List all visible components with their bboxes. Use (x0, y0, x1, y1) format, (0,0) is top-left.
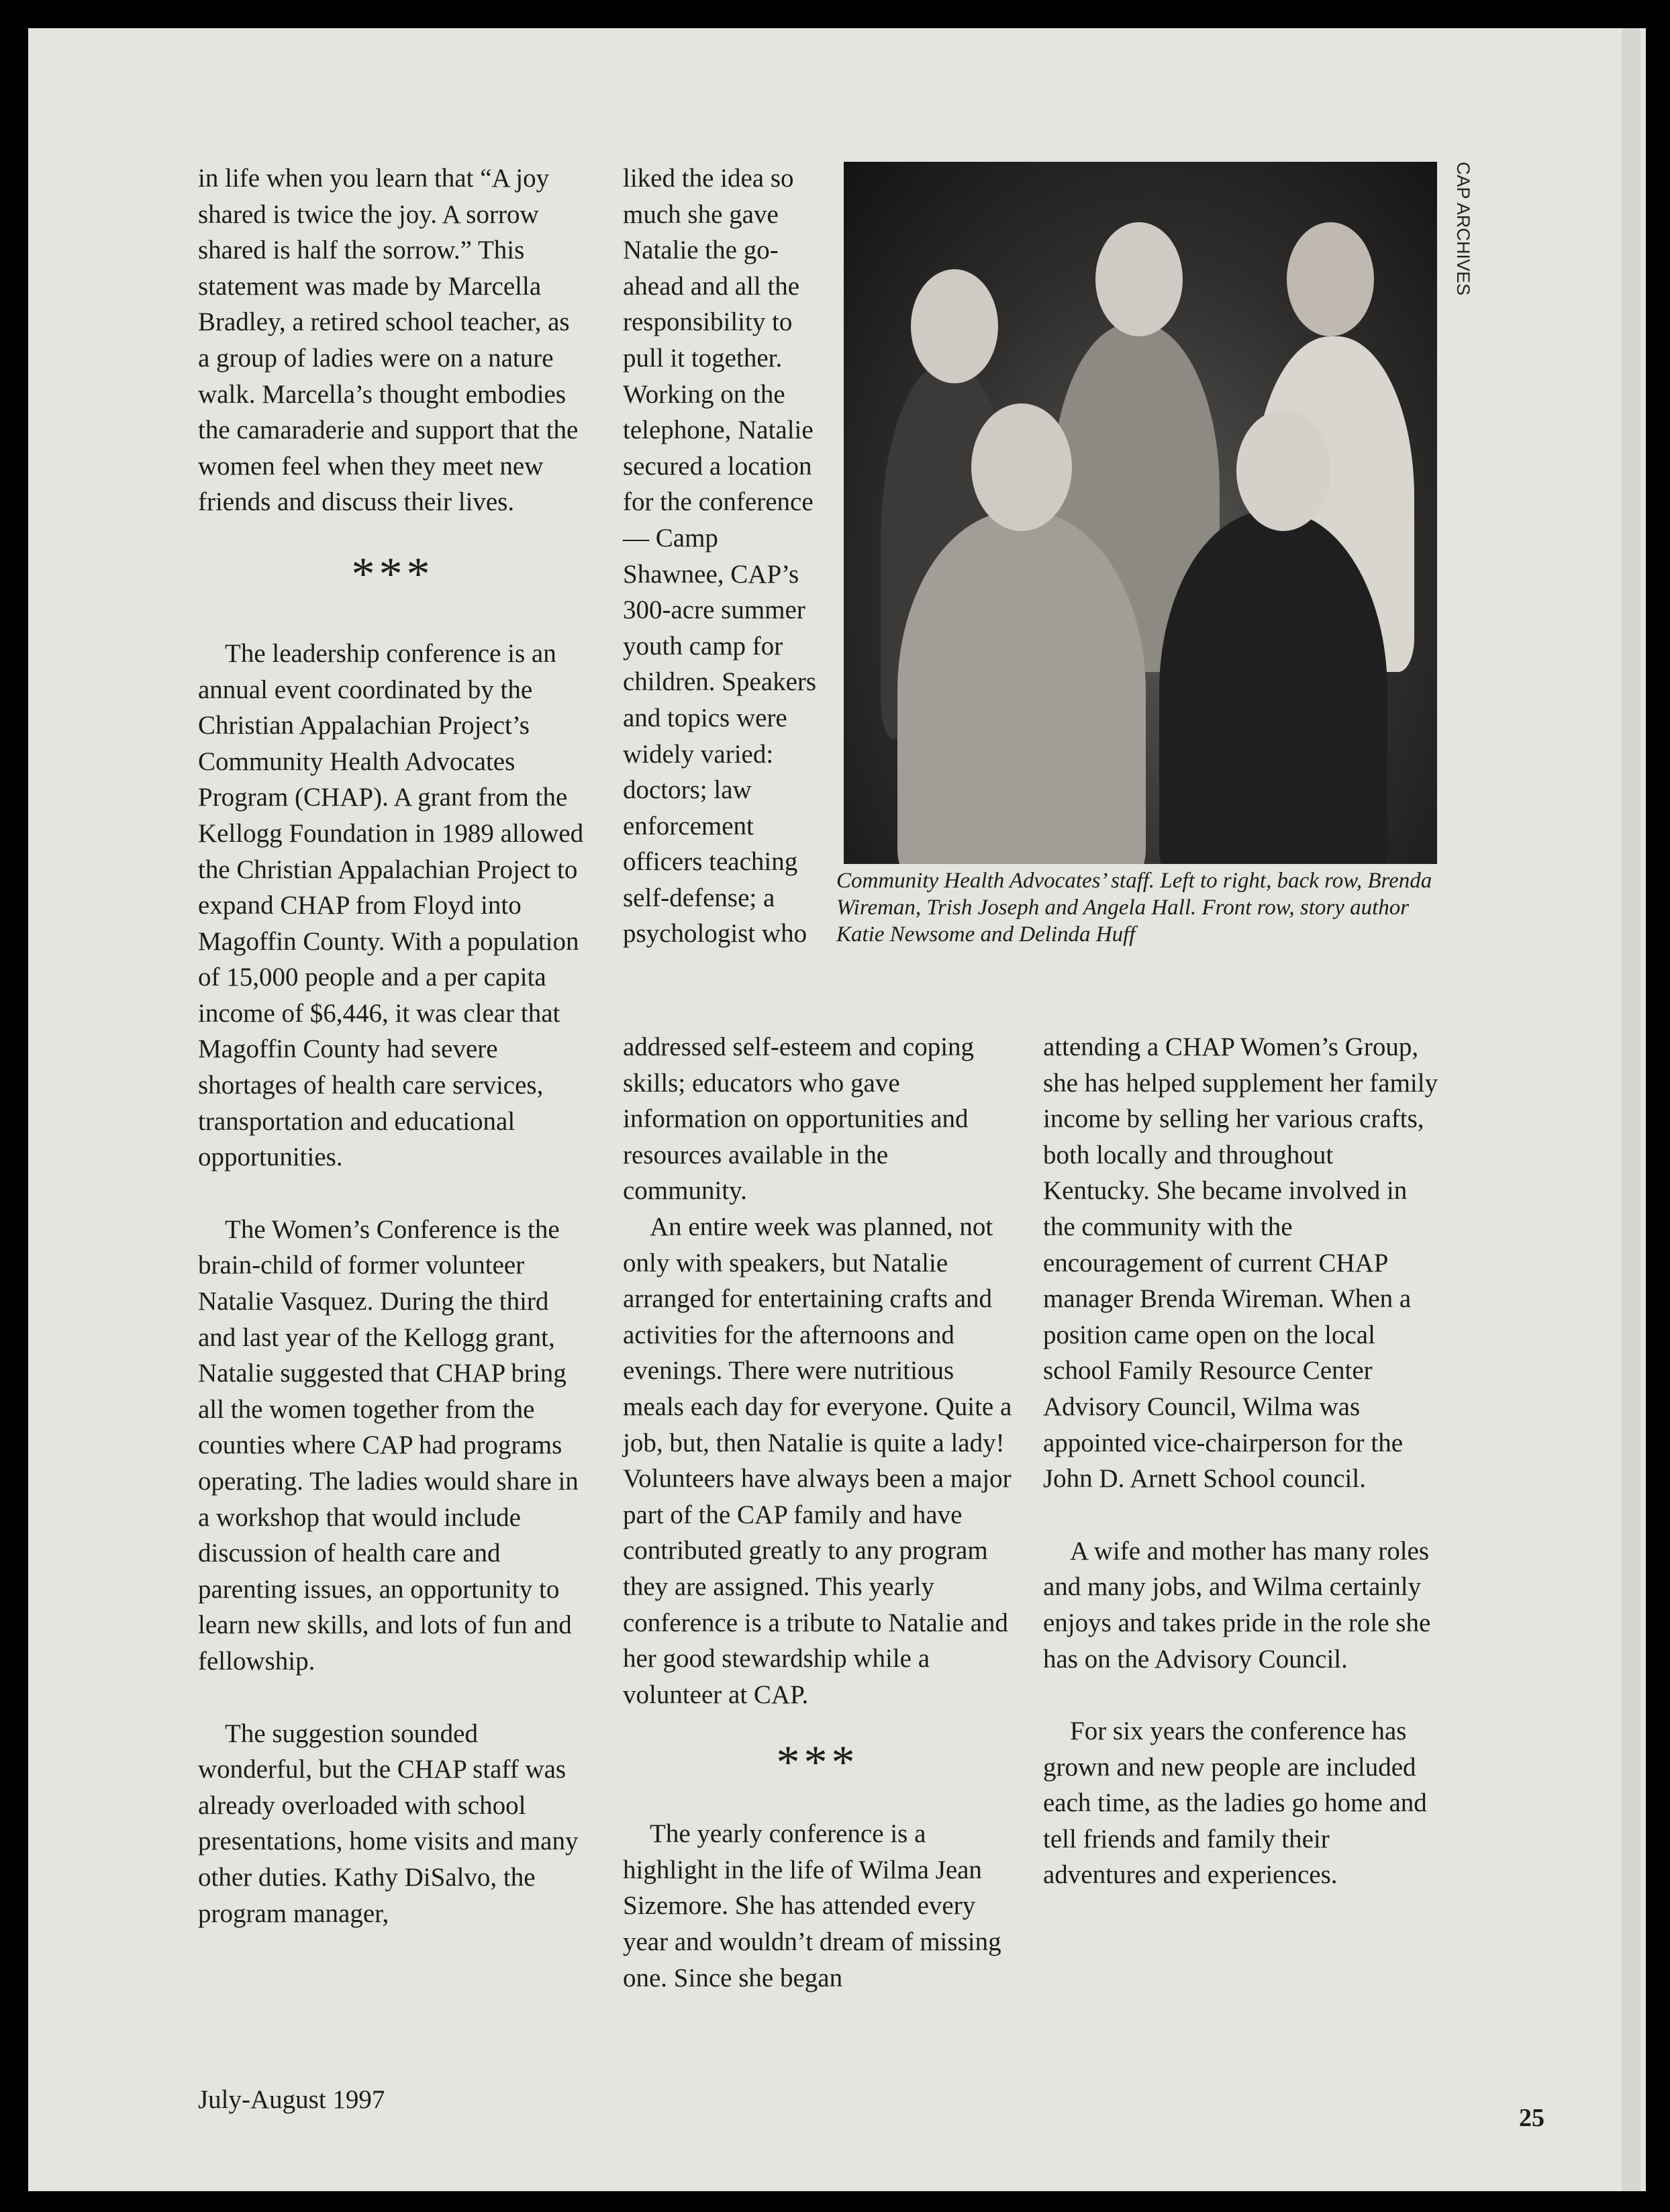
column-2 (623, 1029, 1012, 1996)
section-divider: *** (351, 548, 434, 600)
paragraph: The yearly conference is a highlight in the life of Wilma Jean Sizemore. She has attended every year and wouldn’t dream of missing one. Since she began (623, 1819, 1001, 1992)
face (911, 269, 998, 383)
face (971, 403, 1072, 531)
page-edge (1622, 28, 1640, 2191)
section-divider: *** (776, 1737, 859, 1789)
paragraph: liked the idea so much she gave Natalie the go-ahead and all the responsibility to pull it together. Working on the telephone, Natalie secured a location for the conference — Camp Shawnee, CAP’s 300-acre summer youth camp for children. Speakers and topics were widely varied: doctors; law enforcement officers teaching self-defense; a psychologist who (623, 164, 817, 949)
paragraph: addressed self-esteem and coping skills; educators who gave information on opportunities and resources available in the community. (623, 1032, 975, 1206)
person-front-left (897, 511, 1146, 864)
person-front-right (1159, 511, 1387, 864)
page-number: 25 (1519, 2104, 1544, 2132)
column-2-narrow (623, 160, 821, 952)
paragraph: An entire week was planned, not only with speakers, but Natalie arranged for entertaining crafts and activities for the afternoons and evenings. There were nutritious meals each day for everyone. Quite a job, but, then Natalie is quite a lady! Volunteers have always been a major part of the CAP family and have contributed greatly to any program they are assigned. This yearly conference is a tribute to Natalie and her good stewardship while a volunteer at CAP. (623, 1212, 1012, 1709)
paragraph: in life when you learn that “A joy shared is twice the joy. A sorrow shared is half the sorrow.” This statement was made by Marcella Bradley, a retired school teacher, as a group of ladies were on a nature walk. Marcella’s thought embodies the camaraderie and support that the women feel when they meet new friends and discuss their lives. (198, 164, 579, 517)
paragraph: The leadership conference is an annual event coordinated by the Christian Appalachian Project’s Community Health Advocates Program (CHAP). A grant from the Kellogg Foundation in 1989 allowed the Christian Appalachian Project to expand CHAP from Floyd into Magoffin County. With a population of 15,000 people and a per capita income of $6,446, it was clear that Magoffin County had severe shortages of health care services, transportation and educational opportunities. (198, 638, 584, 1172)
face (1095, 222, 1183, 336)
column-3 (1043, 1029, 1439, 1893)
paragraph: For six years the conference has grown and new people are included each time, as the ladies go home and tell friends and family their adventures and experiences. (1043, 1717, 1427, 1890)
paragraph: A wife and mother has many roles and many jobs, and Wilma certainly enjoys and takes pride in the role she has on the Advisory Council. (1043, 1536, 1431, 1674)
face (1236, 410, 1330, 531)
photo-caption: Community Health Advocates’ staff. Left to right, back row, Brenda Wireman, Trish Joseph and Angela Hall. Front row, story author Katie Newsome and Delinda Huff (836, 869, 1432, 947)
paragraph: attending a CHAP Women’s Group, she has helped supplement her family income by selling her various crafts, both locally and throughout Kentucky. She became involved in the community with the encouragement of current CHAP manager Brenda Wireman. When a position came open on the local school Family Resource Center Advisory Council, Wilma was appointed vice-chairperson for the John D. Arnett School council. (1043, 1032, 1438, 1494)
face (1287, 222, 1374, 336)
photo-credit: CAP ARCHIVES (1453, 162, 1473, 296)
issue-date: July-August 1997 (198, 2085, 385, 2114)
column-1 (198, 160, 587, 1931)
paragraph: The suggestion sounded wonderful, but the CHAP staff was already overloaded with school presentations, home visits and many other duties. Kathy DiSalvo, the program manager, (198, 1719, 579, 1928)
paragraph: The Women’s Conference is the brain-child of former volunteer Natalie Vasquez. During the third and last year of the Kellogg grant, Natalie suggested that CHAP bring all the women together from the counties where CAP had programs operating. The ladies would share in a workshop that would include discussion of health care and parenting issues, an opportunity to learn new skills, and lots of fun and fellowship. (198, 1214, 579, 1676)
group-photo (844, 162, 1437, 864)
